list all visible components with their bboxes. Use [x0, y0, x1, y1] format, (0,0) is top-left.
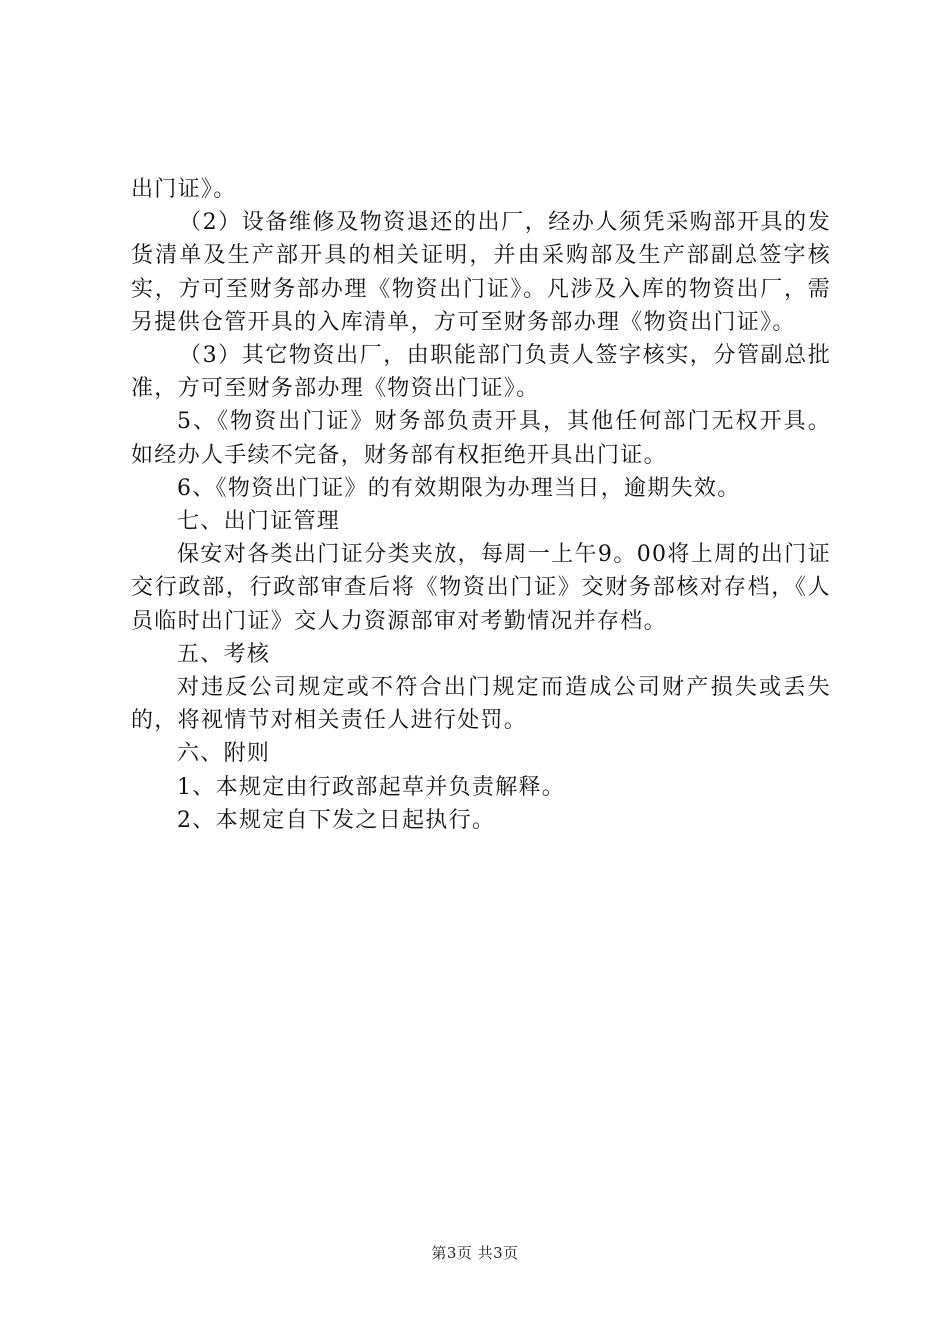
- paragraph-supplementary-1: 1、本规定由行政部起草并负责解释。: [177, 774, 566, 800]
- paragraph-item-3: （3）其它物资出厂，由职能部门负责人签字核实，分管副总批准，方可至财务部办理《物资出门证》。: [131, 343, 831, 402]
- section-heading-pass-management: 七、出门证管理: [177, 509, 341, 535]
- page-footer: 第3页 共3页: [431, 1244, 519, 1262]
- section-heading-supplementary: 六、附则: [177, 741, 271, 767]
- paragraph-continuation: 出门证》。: [131, 177, 237, 202]
- paragraph-assessment: 对违反公司规定或不符合出门规定而造成公司财产损失或丢失的，将视情节对相关责任人进行处罚。: [131, 675, 831, 734]
- paragraph-item-2: （2）设备维修及物资退还的出厂，经办人须凭采购部开具的发货清单及生产部开具的相关证明，并由采购部及生产部副总签字核实，方可至财务部办理《物资出门证》。凡涉及入库的物资出厂，需另提供仓管开具的入库清单，方可至财务部办理《物资出门证》。: [131, 210, 831, 335]
- section-heading-assessment: 五、考核: [177, 641, 271, 667]
- paragraph-pass-management: 保安对各类出门证分类夹放，每周一上午9。00将上周的出门证交行政部，行政部审查后将《物资出门证》交财务部核对存档，《人员临时出门证》交人力资源部审对考勤情况并存档。: [131, 542, 831, 634]
- paragraph-rule-5: 5、《物资出门证》财务部负责开具，其他任何部门无权开具。如经办人手续不完备，财务部有权拒绝开具出门证。: [131, 409, 831, 468]
- document-body: [131, 173, 831, 837]
- paragraph-rule-6: 6、《物资出门证》的有效期限为办理当日，逾期失效。: [177, 475, 741, 501]
- paragraph-supplementary-2: 2、本规定自下发之日起执行。: [177, 807, 496, 833]
